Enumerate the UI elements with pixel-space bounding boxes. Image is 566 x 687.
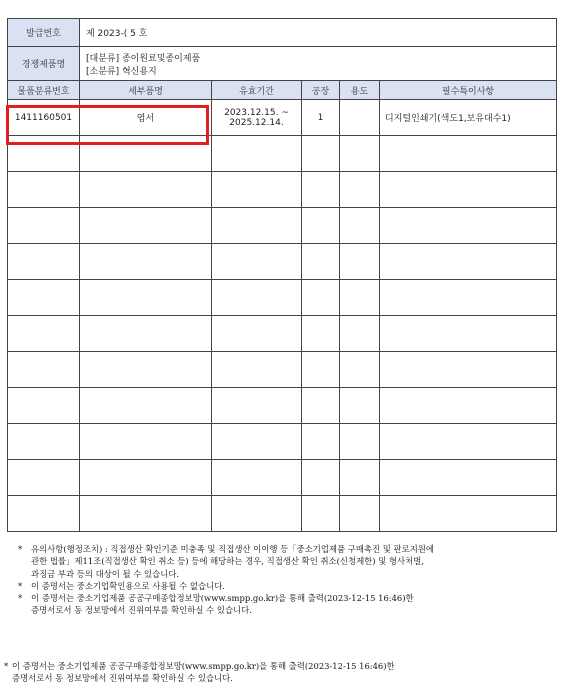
empty-table-row [8, 244, 557, 280]
validity-period [212, 100, 302, 136]
empty-cell [340, 388, 380, 424]
empty-cell [340, 424, 380, 460]
empty-cell [80, 172, 212, 208]
footer-bullet: * [4, 661, 9, 671]
category-major: [대분류] 종이원료및종이제품 [86, 53, 201, 64]
empty-cell [380, 172, 557, 208]
footer-note [4, 660, 560, 685]
empty-cell [302, 280, 340, 316]
empty-cell [302, 352, 340, 388]
empty-cell [302, 136, 340, 172]
col-header-item: 세부품명 [80, 81, 212, 100]
empty-cell [380, 496, 557, 532]
empty-cell [302, 244, 340, 280]
empty-cell [212, 280, 302, 316]
empty-cell [212, 388, 302, 424]
col-header-validity: 유효기간 [212, 81, 302, 100]
empty-cell [212, 460, 302, 496]
empty-cell [340, 496, 380, 532]
issue-number-label: 발급번호 [8, 19, 80, 47]
item-name: 엽서 [80, 100, 212, 136]
note-line: 이 증명서는 중소기업제품 공공구매종합정보망(www.smpp.go.kr)을 통해 출력(2023-12-15 16:46)한 [31, 593, 414, 604]
product-table [7, 18, 557, 532]
empty-cell [302, 460, 340, 496]
empty-cell [212, 244, 302, 280]
empty-cell [80, 424, 212, 460]
issue-number-value: 제 2023-( 5 호 [80, 19, 557, 47]
empty-table-row [8, 280, 557, 316]
note-item [18, 543, 558, 580]
note-line: 과징금 부과 등의 대상이 될 수 있습니다. [31, 568, 180, 579]
empty-cell [212, 424, 302, 460]
empty-cell [340, 460, 380, 496]
empty-cell [212, 352, 302, 388]
note-line: 유의사항(행정조치) : 직접생산 확인기준 미충족 및 직접생산 이이행 등「중소기업제품 구매촉진 및 판로지원에 [31, 544, 434, 554]
empty-table-row [8, 316, 557, 352]
note-item [18, 592, 558, 617]
empty-cell [80, 352, 212, 388]
note-bullet: * [18, 580, 23, 591]
empty-cell [8, 316, 80, 352]
note-line: 증명서로서 동 정보망에서 진위여부를 확인하실 수 있습니다. [31, 605, 252, 616]
note-item [18, 580, 558, 592]
category-minor: [소분류] 혁신용지 [86, 66, 157, 77]
empty-cell [212, 172, 302, 208]
product-name-label: 경쟁제품명 [8, 47, 80, 81]
product-name-row [8, 47, 557, 81]
usage-cell [340, 100, 380, 136]
note-line: 이 증명서는 중소기업확인용으로 사용될 수 없습니다. [31, 580, 225, 591]
empty-cell [302, 424, 340, 460]
empty-cell [380, 280, 557, 316]
empty-cell [302, 208, 340, 244]
empty-cell [80, 208, 212, 244]
empty-cell [8, 244, 80, 280]
empty-cell [380, 244, 557, 280]
empty-cell [80, 496, 212, 532]
empty-cell [8, 352, 80, 388]
empty-cell [380, 136, 557, 172]
empty-cell [80, 460, 212, 496]
empty-table-row [8, 352, 557, 388]
required-notes: 디지털인쇄기(색도1,보유대수1) [380, 100, 557, 136]
empty-cell [380, 460, 557, 496]
footer-line: 이 증명서는 중소기업제품 공공구매종합정보망(www.smpp.go.kr)을 통해 출력(2023-12-15 16:46)한 [12, 661, 395, 671]
empty-cell [80, 316, 212, 352]
factory-count: 1 [302, 100, 340, 136]
empty-cell [340, 244, 380, 280]
empty-cell [8, 460, 80, 496]
empty-cell [380, 424, 557, 460]
footer-line: 증명서로서 동 정보망에서 진위여부를 확인하실 수 있습니다. [12, 673, 233, 684]
empty-cell [212, 496, 302, 532]
empty-cell [302, 316, 340, 352]
product-code: 1411160501 [8, 100, 80, 136]
empty-cell [8, 172, 80, 208]
col-header-usage: 용도 [340, 81, 380, 100]
empty-cell [8, 424, 80, 460]
empty-cell [80, 280, 212, 316]
empty-cell [380, 208, 557, 244]
empty-table-row [8, 496, 557, 532]
highlight-box [6, 105, 209, 145]
empty-table-row [8, 460, 557, 496]
note-bullet: * [18, 593, 23, 604]
validity-start: 2023.12.15. ~ [224, 107, 289, 118]
empty-cell [80, 244, 212, 280]
validity-end: 2025.12.14. [229, 117, 284, 128]
col-header-notes: 필수특이사항 [380, 81, 557, 100]
empty-table-row [8, 208, 557, 244]
issue-number-row [8, 19, 557, 47]
empty-cell [212, 136, 302, 172]
empty-table-row [8, 388, 557, 424]
col-header-factory: 공장 [302, 81, 340, 100]
empty-cell [340, 208, 380, 244]
empty-cell [8, 496, 80, 532]
empty-table-row [8, 424, 557, 460]
notes-section [18, 543, 558, 617]
empty-cell [340, 136, 380, 172]
empty-cell [302, 172, 340, 208]
empty-cell [340, 316, 380, 352]
empty-cell [212, 316, 302, 352]
empty-cell [340, 352, 380, 388]
empty-cell [212, 208, 302, 244]
empty-cell [8, 208, 80, 244]
empty-cell [380, 352, 557, 388]
empty-rows [8, 136, 557, 532]
note-line: 관한 법률」제11조(직접생산 확인 취소 등) 등에 해당하는 경우, 직접생산 확인 취소(신청제한) 및 형사처벌, [31, 556, 424, 567]
col-header-code: 물품분류번호 [8, 81, 80, 100]
empty-table-row [8, 172, 557, 208]
empty-cell [380, 388, 557, 424]
empty-cell [8, 388, 80, 424]
column-header-row [8, 81, 557, 100]
product-category-cell [80, 47, 557, 81]
empty-cell [80, 388, 212, 424]
empty-cell [8, 280, 80, 316]
empty-cell [302, 388, 340, 424]
empty-cell [380, 316, 557, 352]
empty-cell [302, 496, 340, 532]
empty-cell [340, 172, 380, 208]
note-bullet: * [18, 544, 23, 554]
empty-cell [340, 280, 380, 316]
